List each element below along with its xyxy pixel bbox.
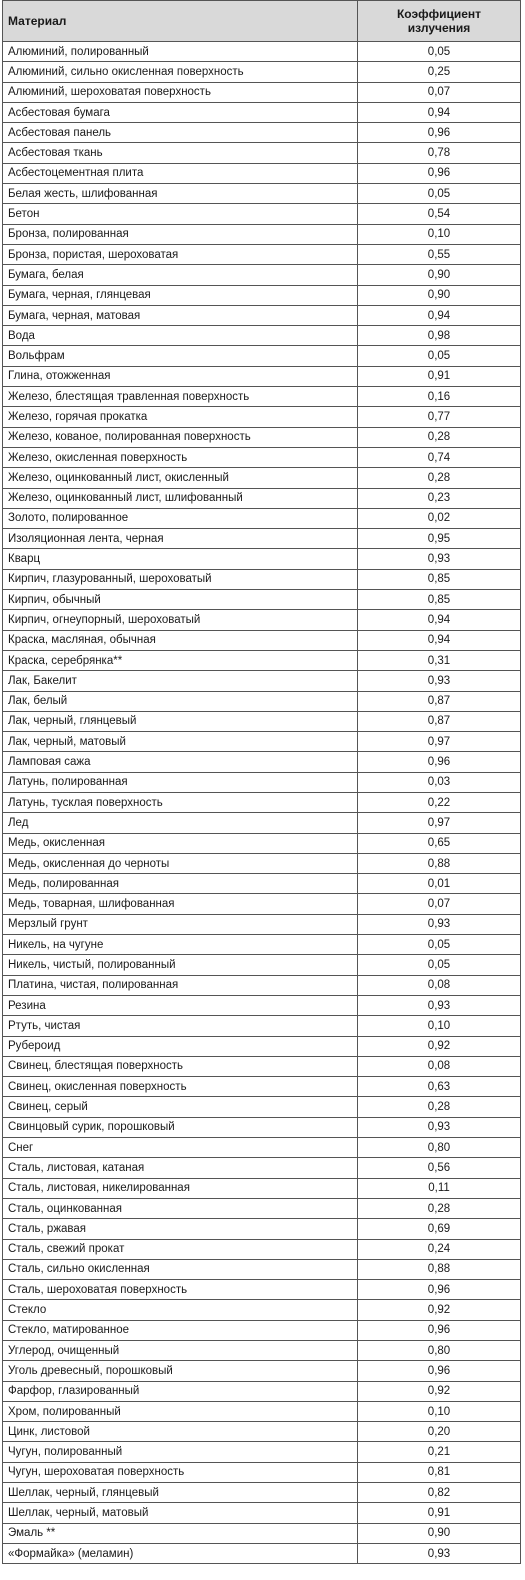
material-cell: Свинец, окисленная поверхность [3, 1077, 358, 1097]
material-cell: Лед [3, 813, 358, 833]
table-row [3, 813, 521, 833]
emissivity-cell: 0,78 [358, 143, 521, 163]
table-row [3, 244, 521, 264]
emissivity-cell: 0,03 [358, 772, 521, 792]
emissivity-cell: 0,93 [358, 1543, 521, 1563]
emissivity-cell: 0,93 [358, 549, 521, 569]
material-cell: Углерод, очищенный [3, 1341, 358, 1361]
emissivity-cell: 0,94 [358, 102, 521, 122]
table-row [3, 732, 521, 752]
table-row [3, 265, 521, 285]
emissivity-cell: 0,02 [358, 508, 521, 528]
table-row [3, 1503, 521, 1523]
material-cell: Медь, полированная [3, 874, 358, 894]
emissivity-cell: 0,91 [358, 1503, 521, 1523]
table-row [3, 569, 521, 589]
table-row [3, 1341, 521, 1361]
material-cell: «Формайка» (меламин) [3, 1543, 358, 1563]
material-cell: Латунь, тусклая поверхность [3, 792, 358, 812]
table-row [3, 224, 521, 244]
table-row [3, 1056, 521, 1076]
table-row [3, 488, 521, 508]
emissivity-cell: 0,88 [358, 1259, 521, 1279]
emissivity-cell: 0,69 [358, 1219, 521, 1239]
table-row [3, 1462, 521, 1482]
table-body [3, 42, 521, 1564]
table-row [3, 1077, 521, 1097]
material-cell: Железо, горячая прокатка [3, 407, 358, 427]
emissivity-cell: 0,94 [358, 630, 521, 650]
table-row [3, 650, 521, 670]
emissivity-cell: 0,10 [358, 1401, 521, 1421]
material-cell: Лак, белый [3, 691, 358, 711]
table-row [3, 387, 521, 407]
emissivity-cell: 0,28 [358, 427, 521, 447]
material-cell: Кирпич, глазурованный, шероховатый [3, 569, 358, 589]
table-row [3, 1523, 521, 1543]
table-row [3, 853, 521, 873]
table-row [3, 184, 521, 204]
header-coefficient [358, 1, 521, 42]
table-row [3, 995, 521, 1015]
material-cell: Свинец, серый [3, 1097, 358, 1117]
table-row [3, 123, 521, 143]
material-cell: Белая жесть, шлифованная [3, 184, 358, 204]
table-row [3, 1280, 521, 1300]
table-row [3, 691, 521, 711]
emissivity-cell: 0,96 [358, 123, 521, 143]
material-cell: Вольфрам [3, 346, 358, 366]
material-cell: Никель, на чугуне [3, 935, 358, 955]
emissivity-cell: 0,80 [358, 1341, 521, 1361]
material-cell: Шеллак, черный, глянцевый [3, 1483, 358, 1503]
emissivity-cell: 0,96 [358, 1320, 521, 1340]
emissivity-table [2, 0, 521, 1564]
emissivity-cell: 0,22 [358, 792, 521, 812]
material-cell: Сталь, оцинкованная [3, 1198, 358, 1218]
material-cell: Бетон [3, 204, 358, 224]
material-cell: Фарфор, глазированный [3, 1381, 358, 1401]
material-cell: Уголь древесный, порошковый [3, 1361, 358, 1381]
material-cell: Медь, товарная, шлифованная [3, 894, 358, 914]
emissivity-cell: 0,07 [358, 82, 521, 102]
material-cell: Ртуть, чистая [3, 1016, 358, 1036]
material-cell: Сталь, шероховатая поверхность [3, 1280, 358, 1300]
table-row [3, 792, 521, 812]
material-cell: Железо, оцинкованный лист, шлифованный [3, 488, 358, 508]
material-cell: Цинк, листовой [3, 1422, 358, 1442]
table-row [3, 894, 521, 914]
emissivity-cell: 0,05 [358, 346, 521, 366]
table-row [3, 1361, 521, 1381]
material-cell: Сталь, свежий прокат [3, 1239, 358, 1259]
table-row [3, 935, 521, 955]
emissivity-cell: 0,88 [358, 853, 521, 873]
table-row [3, 610, 521, 630]
material-cell: Шеллак, черный, матовый [3, 1503, 358, 1523]
table-row [3, 62, 521, 82]
emissivity-cell: 0,10 [358, 1016, 521, 1036]
material-cell: Железо, оцинкованный лист, окисленный [3, 468, 358, 488]
emissivity-cell: 0,97 [358, 732, 521, 752]
material-cell: Кирпич, обычный [3, 590, 358, 610]
material-cell: Медь, окисленная [3, 833, 358, 853]
material-cell: Сталь, сильно окисленная [3, 1259, 358, 1279]
header-row [3, 1, 521, 42]
emissivity-cell: 0,80 [358, 1138, 521, 1158]
table-row [3, 711, 521, 731]
emissivity-cell: 0,96 [358, 163, 521, 183]
header-coefficient-line2: излучения [407, 21, 471, 35]
emissivity-cell: 0,21 [358, 1442, 521, 1462]
material-cell: Бумага, черная, матовая [3, 305, 358, 325]
table-row [3, 326, 521, 346]
emissivity-cell: 0,55 [358, 244, 521, 264]
emissivity-cell: 0,94 [358, 305, 521, 325]
emissivity-cell: 0,11 [358, 1178, 521, 1198]
table-row [3, 1138, 521, 1158]
emissivity-cell: 0,31 [358, 650, 521, 670]
table-row [3, 671, 521, 691]
material-cell: Рубероид [3, 1036, 358, 1056]
material-cell: Бронза, полированная [3, 224, 358, 244]
emissivity-cell: 0,56 [358, 1158, 521, 1178]
material-cell: Кирпич, огнеупорный, шероховатый [3, 610, 358, 630]
emissivity-cell: 0,93 [358, 914, 521, 934]
table-row [3, 1483, 521, 1503]
material-cell: Свинец, блестящая поверхность [3, 1056, 358, 1076]
table-row [3, 1097, 521, 1117]
emissivity-cell: 0,90 [358, 1523, 521, 1543]
emissivity-cell: 0,74 [358, 447, 521, 467]
emissivity-cell: 0,08 [358, 975, 521, 995]
table-row [3, 427, 521, 447]
material-cell: Стекло, матированное [3, 1320, 358, 1340]
material-cell: Сталь, листовая, катаная [3, 1158, 358, 1178]
material-cell: Изоляционная лента, черная [3, 529, 358, 549]
table-row [3, 143, 521, 163]
material-cell: Лак, черный, глянцевый [3, 711, 358, 731]
table-row [3, 1239, 521, 1259]
material-cell: Кварц [3, 549, 358, 569]
emissivity-cell: 0,01 [358, 874, 521, 894]
emissivity-cell: 0,54 [358, 204, 521, 224]
material-cell: Асбестовая бумага [3, 102, 358, 122]
header-material: Материал [3, 1, 358, 42]
material-cell: Краска, серебрянка** [3, 650, 358, 670]
material-cell: Бумага, белая [3, 265, 358, 285]
material-cell: Сталь, ржавая [3, 1219, 358, 1239]
table-header [3, 1, 521, 42]
material-cell: Лак, черный, матовый [3, 732, 358, 752]
table-row [3, 447, 521, 467]
emissivity-cell: 0,05 [358, 42, 521, 62]
material-cell: Золото, полированное [3, 508, 358, 528]
table-row [3, 285, 521, 305]
table-row [3, 407, 521, 427]
material-cell: Снег [3, 1138, 358, 1158]
material-cell: Платина, чистая, полированная [3, 975, 358, 995]
material-cell: Асбестоцементная плита [3, 163, 358, 183]
emissivity-cell: 0,08 [358, 1056, 521, 1076]
emissivity-cell: 0,81 [358, 1462, 521, 1482]
emissivity-cell: 0,92 [358, 1381, 521, 1401]
table-row [3, 1117, 521, 1137]
material-cell: Лак, Бакелит [3, 671, 358, 691]
emissivity-cell: 0,93 [358, 1117, 521, 1137]
table-row [3, 42, 521, 62]
table-row [3, 305, 521, 325]
table-row [3, 772, 521, 792]
emissivity-cell: 0,20 [358, 1422, 521, 1442]
emissivity-cell: 0,28 [358, 1198, 521, 1218]
table-row [3, 1198, 521, 1218]
emissivity-cell: 0,87 [358, 711, 521, 731]
material-cell: Медь, окисленная до черноты [3, 853, 358, 873]
table-row [3, 975, 521, 995]
material-cell: Бумага, черная, глянцевая [3, 285, 358, 305]
material-cell: Хром, полированный [3, 1401, 358, 1421]
table-row [3, 549, 521, 569]
table-row [3, 874, 521, 894]
table-row [3, 508, 521, 528]
table-row [3, 204, 521, 224]
table-row [3, 1219, 521, 1239]
table-row [3, 468, 521, 488]
material-cell: Ламповая сажа [3, 752, 358, 772]
emissivity-cell: 0,91 [358, 366, 521, 386]
emissivity-cell: 0,23 [358, 488, 521, 508]
material-cell: Алюминий, шероховатая поверхность [3, 82, 358, 102]
header-coefficient-line1: Коэффициент [396, 7, 482, 21]
emissivity-cell: 0,90 [358, 265, 521, 285]
material-cell: Асбестовая панель [3, 123, 358, 143]
material-cell: Железо, кованое, полированная поверхность [3, 427, 358, 447]
emissivity-cell: 0,85 [358, 590, 521, 610]
emissivity-cell: 0,65 [358, 833, 521, 853]
emissivity-cell: 0,10 [358, 224, 521, 244]
table-row [3, 82, 521, 102]
material-cell: Вода [3, 326, 358, 346]
material-cell: Эмаль ** [3, 1523, 358, 1543]
emissivity-cell: 0,63 [358, 1077, 521, 1097]
table-row [3, 1381, 521, 1401]
material-cell: Стекло [3, 1300, 358, 1320]
material-cell: Чугун, шероховатая поверхность [3, 1462, 358, 1482]
emissivity-table-container [2, 0, 523, 1564]
material-cell: Бронза, пористая, шероховатая [3, 244, 358, 264]
table-row [3, 529, 521, 549]
table-row [3, 1158, 521, 1178]
table-row [3, 955, 521, 975]
material-cell: Чугун, полированный [3, 1442, 358, 1462]
table-row [3, 914, 521, 934]
material-cell: Железо, окисленная поверхность [3, 447, 358, 467]
table-row [3, 1016, 521, 1036]
emissivity-cell: 0,95 [358, 529, 521, 549]
emissivity-cell: 0,28 [358, 1097, 521, 1117]
emissivity-cell: 0,90 [358, 285, 521, 305]
emissivity-cell: 0,16 [358, 387, 521, 407]
emissivity-cell: 0,82 [358, 1483, 521, 1503]
material-cell: Асбестовая ткань [3, 143, 358, 163]
emissivity-cell: 0,07 [358, 894, 521, 914]
material-cell: Глина, отожженная [3, 366, 358, 386]
emissivity-cell: 0,05 [358, 184, 521, 204]
table-row [3, 1178, 521, 1198]
emissivity-cell: 0,96 [358, 752, 521, 772]
material-cell: Железо, блестящая травленная поверхность [3, 387, 358, 407]
material-cell: Латунь, полированная [3, 772, 358, 792]
table-row [3, 163, 521, 183]
material-cell: Сталь, листовая, никелированная [3, 1178, 358, 1198]
table-row [3, 1543, 521, 1563]
emissivity-cell: 0,98 [358, 326, 521, 346]
emissivity-cell: 0,96 [358, 1280, 521, 1300]
table-row [3, 1320, 521, 1340]
table-row [3, 1036, 521, 1056]
material-cell: Свинцовый сурик, порошковый [3, 1117, 358, 1137]
emissivity-cell: 0,85 [358, 569, 521, 589]
table-row [3, 366, 521, 386]
emissivity-cell: 0,05 [358, 955, 521, 975]
emissivity-cell: 0,77 [358, 407, 521, 427]
material-cell: Мерзлый грунт [3, 914, 358, 934]
emissivity-cell: 0,05 [358, 935, 521, 955]
table-row [3, 833, 521, 853]
emissivity-cell: 0,28 [358, 468, 521, 488]
emissivity-cell: 0,93 [358, 671, 521, 691]
table-row [3, 1442, 521, 1462]
emissivity-cell: 0,94 [358, 610, 521, 630]
emissivity-cell: 0,87 [358, 691, 521, 711]
emissivity-cell: 0,24 [358, 1239, 521, 1259]
material-cell: Никель, чистый, полированный [3, 955, 358, 975]
table-row [3, 590, 521, 610]
material-cell: Алюминий, полированный [3, 42, 358, 62]
emissivity-cell: 0,96 [358, 1361, 521, 1381]
material-cell: Алюминий, сильно окисленная поверхность [3, 62, 358, 82]
emissivity-cell: 0,92 [358, 1300, 521, 1320]
table-row [3, 1300, 521, 1320]
emissivity-cell: 0,25 [358, 62, 521, 82]
material-cell: Краска, масляная, обычная [3, 630, 358, 650]
emissivity-cell: 0,93 [358, 995, 521, 1015]
emissivity-cell: 0,92 [358, 1036, 521, 1056]
table-row [3, 752, 521, 772]
emissivity-cell: 0,97 [358, 813, 521, 833]
table-row [3, 1401, 521, 1421]
table-row [3, 630, 521, 650]
material-cell: Резина [3, 995, 358, 1015]
table-row [3, 346, 521, 366]
table-row [3, 1422, 521, 1442]
table-row [3, 102, 521, 122]
table-row [3, 1259, 521, 1279]
